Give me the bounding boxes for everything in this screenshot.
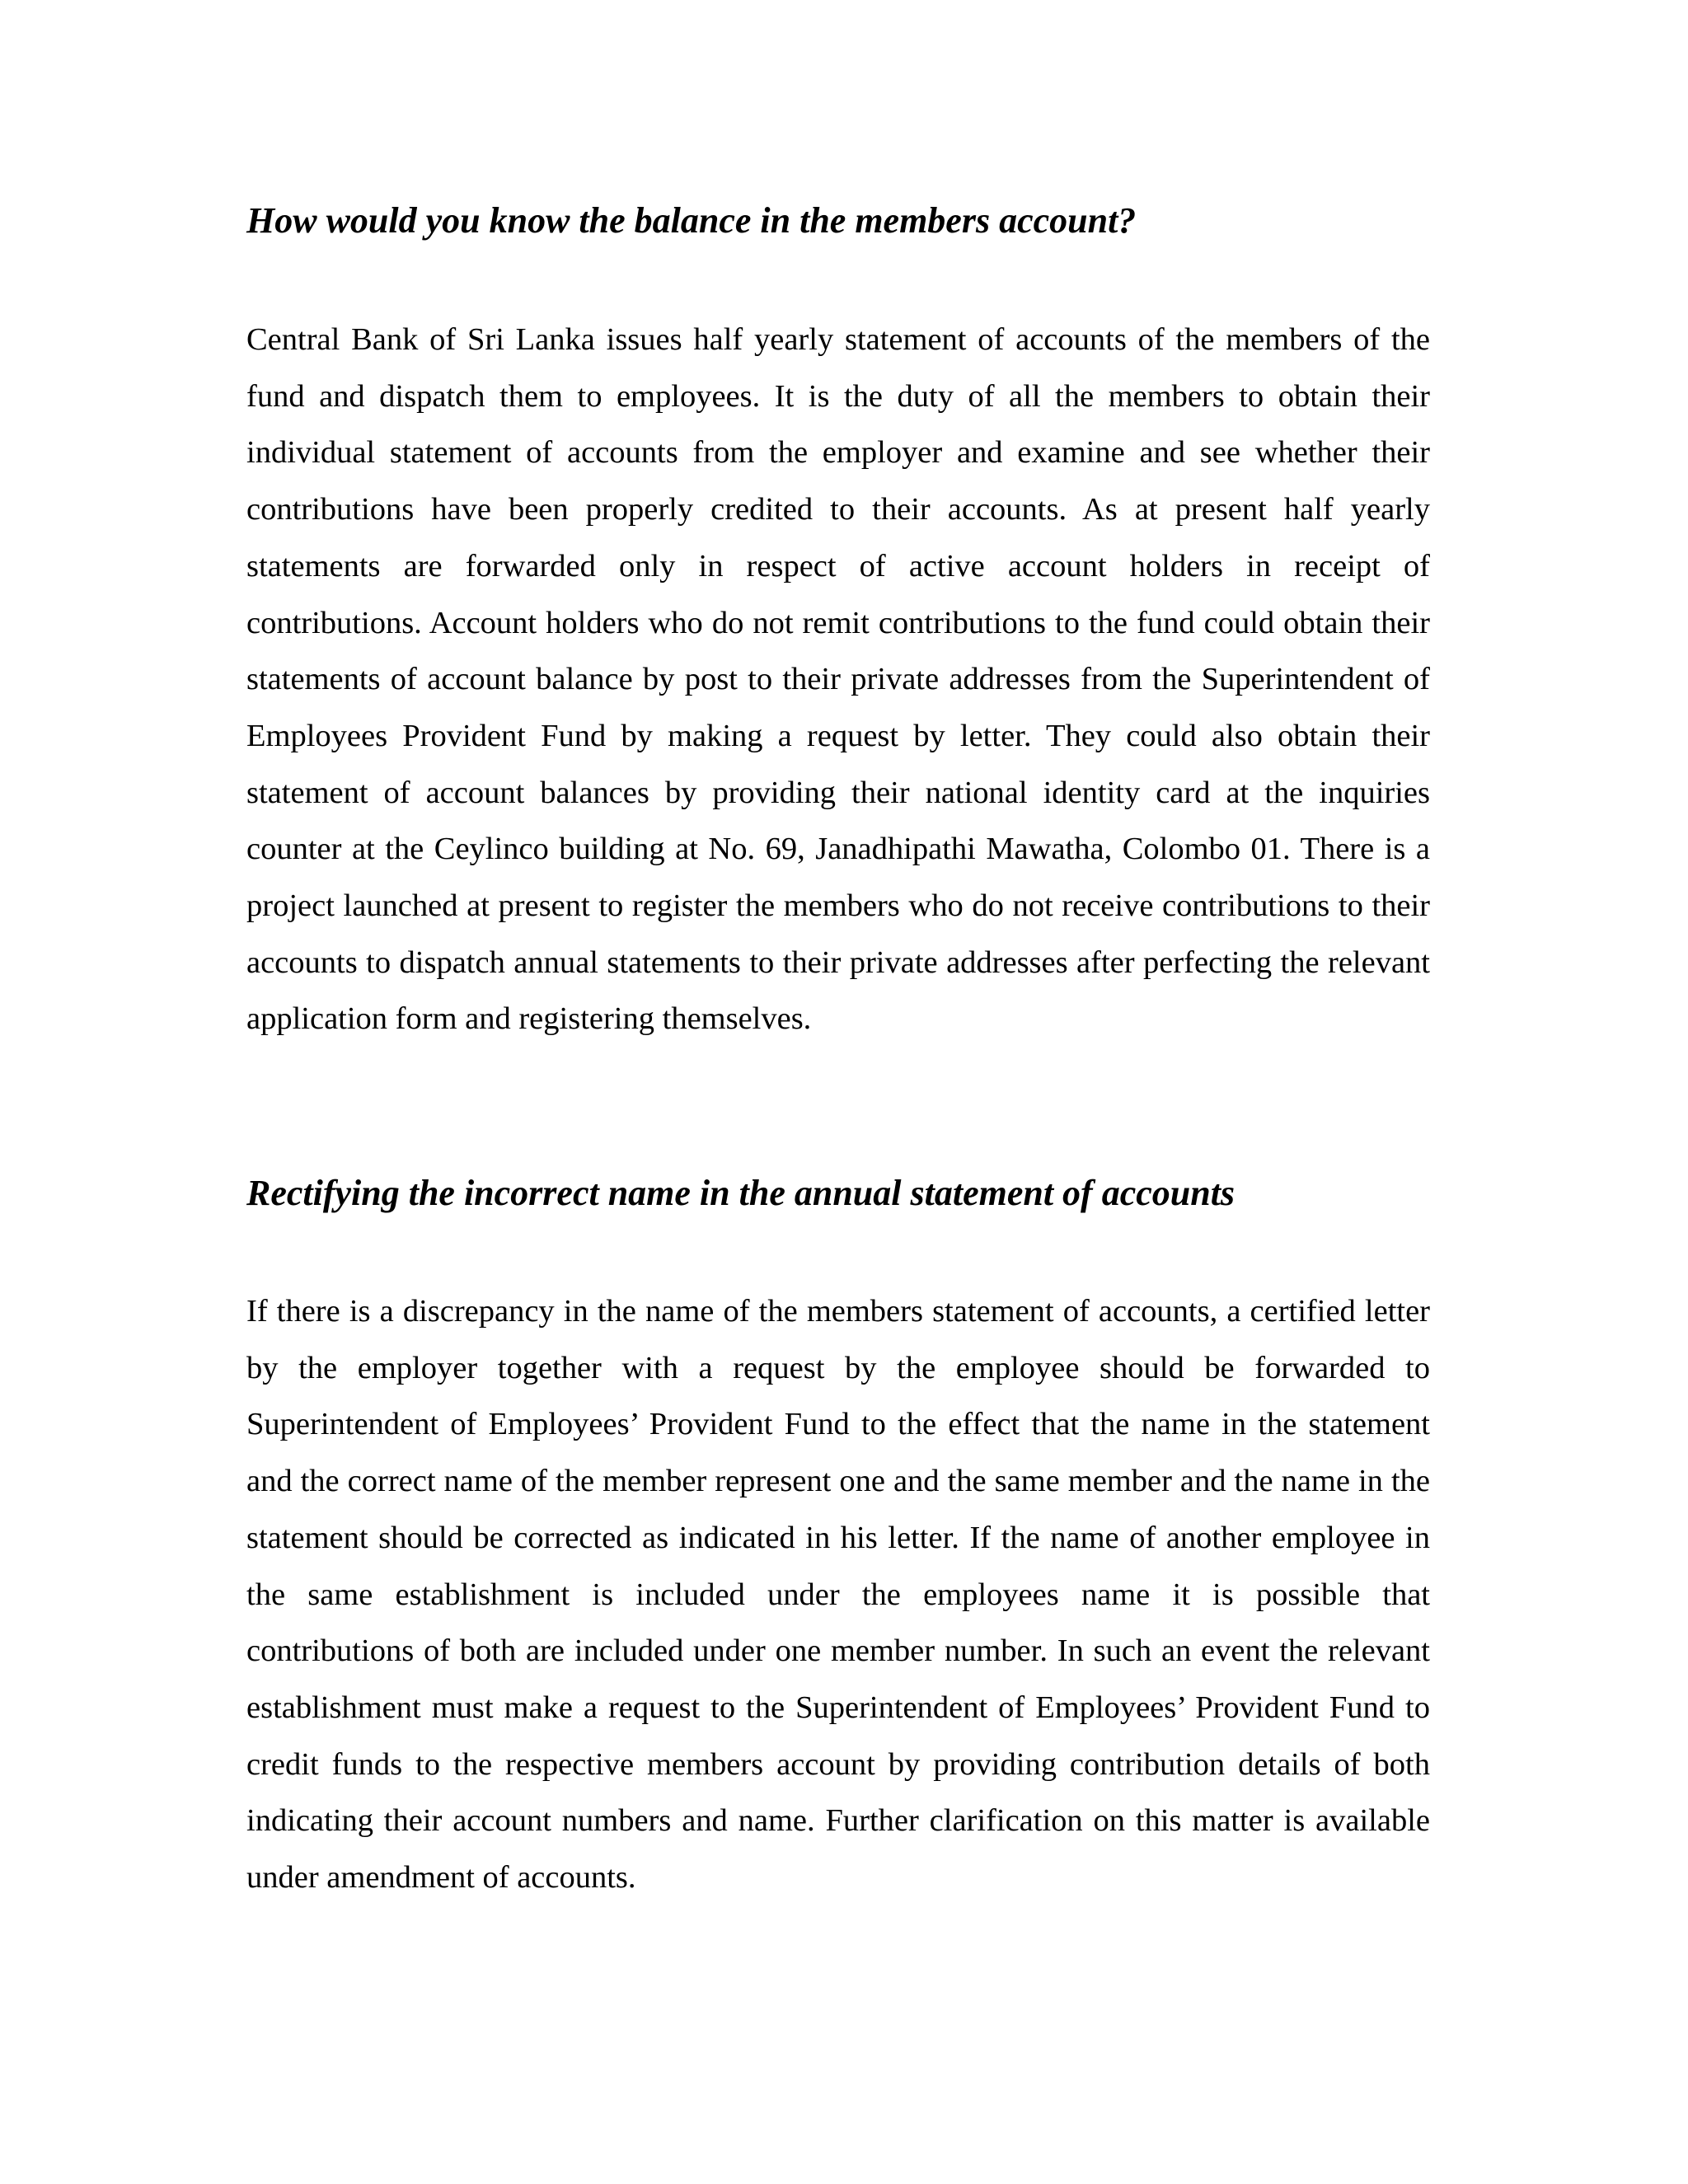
- section-paragraph-balance: Central Bank of Sri Lanka issues half yearly statement of accounts of the members of the fund and dispatch them to employees. It is the duty of all the members to obtain their individual statement of accounts from the employer and examine and see whether their contributions have been properly credited to their accounts. As at present half yearly statements are forwarded only in respect of active account holders in receipt of contributions. Account holders who do not remit contributions to the fund could obtain their statements of account balance by post to their private addresses from the Superintendent of Employees Provident Fund by making a request by letter. They could also obtain their statement of account balances by providing their national identity card at the inquiries counter at the Ceylinco building at No. 69, Janadhipathi Mawatha, Colombo 01. There is a project launched at present to register the members who do not receive contributions to their accounts to dispatch annual statements to their private addresses after perfecting the relevant application form and registering themselves.: [246, 322, 1430, 1037]
- section-heading-rectifying-name: Rectifying the incorrect name in the annual statement of accounts: [246, 1173, 1236, 1213]
- section-paragraph-rectifying-name: If there is a discrepancy in the name of the members statement of accounts, a certified letter by the employer together with a request by the employee should be forwarded to Superintendent of Employees’ Provident Fund to the effect that the name in the statement and the correct name of the member represent one and the same member and the name in the statement should be corrected as indicated in his letter. If the name of another employee in the same establishment is included under the employees name it is possible that contributions of both are included under one member number. In such an event the relevant establishment must make a request to the Superintendent of Employees’ Provident Fund to credit funds to the respective members account by providing contribution details of both indicating their account numbers and name. Further clarification on this matter is available under amendment of accounts.: [246, 1294, 1430, 1896]
- section-heading-balance: How would you know the balance in the members account?: [246, 200, 1137, 241]
